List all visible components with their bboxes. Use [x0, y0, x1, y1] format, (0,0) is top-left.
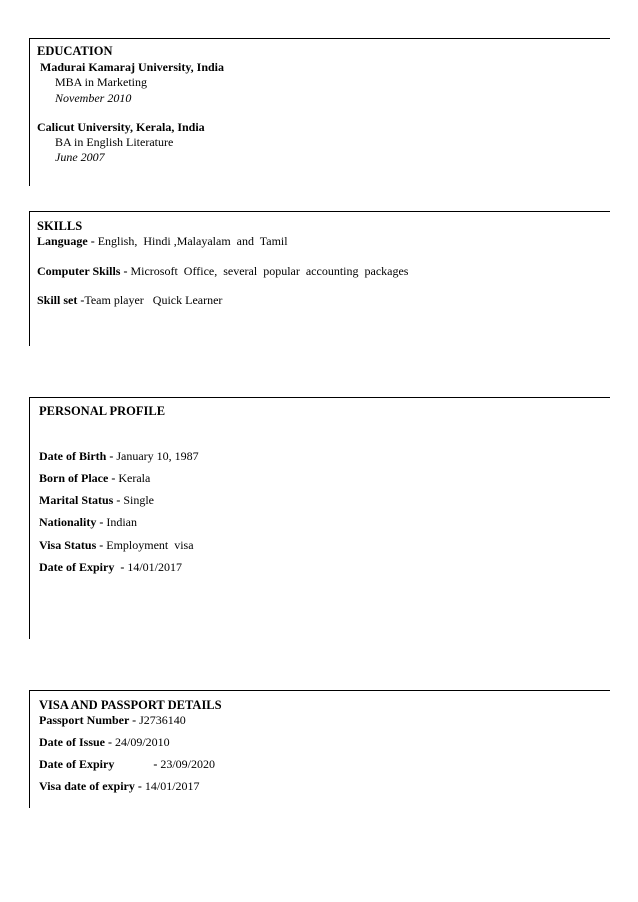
visa-row — [39, 735, 170, 749]
skill-label: Language — [37, 234, 88, 248]
profile-label: Visa Status — [39, 538, 97, 552]
profile-separator: - — [108, 471, 119, 485]
skill-separator: - — [77, 293, 85, 307]
profile-label: Nationality — [39, 515, 97, 529]
visa-row — [39, 779, 200, 793]
profile-row — [39, 538, 194, 552]
visa-label: Passport Number — [39, 713, 130, 727]
profile-value: Single — [123, 493, 154, 507]
profile-row — [39, 449, 199, 463]
profile-label: Marital Status — [39, 493, 114, 507]
profile-value: 14/01/2017 — [127, 560, 182, 574]
skill-label: Skill set — [37, 293, 78, 307]
personal-profile-heading: PERSONAL PROFILE — [39, 404, 166, 418]
profile-separator: - — [96, 538, 107, 552]
visa-label: Date of Expiry — [39, 757, 115, 771]
profile-label: Date of Birth — [39, 449, 107, 463]
visa-row — [39, 757, 215, 771]
skill-row-language — [37, 234, 288, 248]
visa-label: Date of Issue — [39, 735, 105, 749]
skill-separator: - — [87, 234, 98, 248]
profile-label: Born of Place — [39, 471, 109, 485]
skill-separator: - — [120, 264, 131, 278]
profile-row — [39, 560, 182, 574]
education-heading: EDUCATION — [37, 44, 113, 58]
education-institution: Calicut University, Kerala, India — [37, 120, 205, 134]
skill-label: Computer Skills — [37, 264, 121, 278]
skill-value: Microsoft Office, several popular accounting packages — [130, 264, 409, 278]
visa-value: J2736140 — [139, 713, 186, 727]
visa-separator: - — [134, 779, 145, 793]
education-degree: BA in English Literature — [55, 135, 174, 149]
education-institution: Madurai Kamaraj University, India — [40, 60, 225, 74]
visa-row — [39, 713, 186, 727]
visa-value: 24/09/2010 — [115, 735, 170, 749]
profile-separator: - — [114, 560, 128, 574]
visa-separator: - — [114, 757, 161, 771]
visa-value: 14/01/2017 — [144, 779, 200, 793]
skill-value: English, Hindi ,Malayalam and Tamil — [97, 234, 288, 248]
education-date: June 2007 — [55, 150, 105, 164]
visa-passport-heading: VISA AND PASSPORT DETAILS — [39, 698, 222, 712]
profile-separator: - — [113, 493, 124, 507]
skill-row-computer — [37, 264, 408, 278]
skills-heading: SKILLS — [37, 219, 83, 233]
profile-label: Date of Expiry — [39, 560, 115, 574]
visa-separator: - — [129, 713, 140, 727]
profile-value: Indian — [106, 515, 137, 529]
visa-value: 23/09/2020 — [160, 757, 215, 771]
profile-row — [39, 515, 137, 529]
profile-value: January 10, 1987 — [116, 449, 199, 463]
visa-separator: - — [105, 735, 115, 749]
education-degree: MBA in Marketing — [55, 75, 147, 89]
profile-row — [39, 471, 150, 485]
profile-row — [39, 493, 154, 507]
profile-separator: - — [96, 515, 107, 529]
education-date: November 2010 — [55, 91, 132, 105]
profile-value: Kerala — [118, 471, 151, 485]
skill-value: Team player Quick Learner — [84, 293, 223, 307]
skills-section — [29, 211, 610, 346]
profile-separator: - — [106, 449, 117, 463]
visa-label: Visa date of expiry — [39, 779, 135, 793]
profile-value: Employment visa — [106, 538, 194, 552]
skill-row-skillset — [37, 293, 222, 307]
